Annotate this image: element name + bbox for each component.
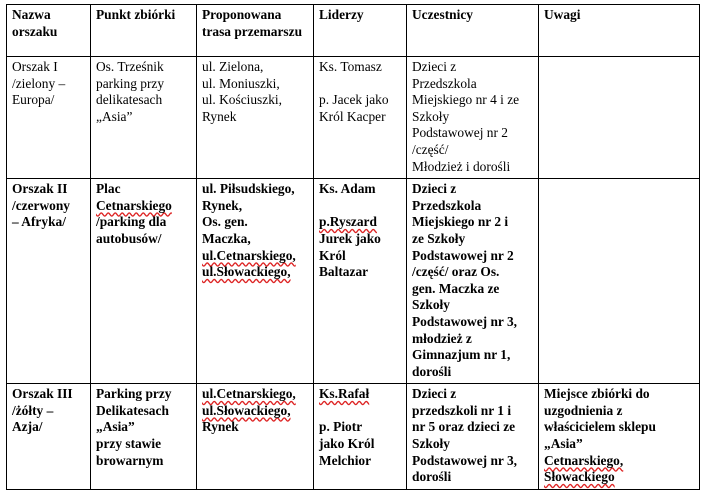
cell-line: Podstawowej nr 3, (412, 313, 518, 329)
cell-line: Rynek, (202, 197, 243, 213)
cell-participants (407, 384, 539, 490)
cell-line: Rynek (202, 419, 239, 435)
cell-leaders (314, 179, 407, 384)
cell-line: Król Kacper (319, 108, 386, 124)
cell-line: browarnym (96, 452, 164, 468)
cell-line: jako Król (319, 436, 375, 452)
cell-point (91, 57, 197, 179)
cell-line: Podstawowej nr 2 (412, 247, 514, 263)
cell-line: Delikatesach (96, 402, 169, 418)
cell-line: Dzieci z (412, 386, 457, 402)
cell-line: /zielony – (12, 75, 66, 91)
cell-line: Orszak III (12, 386, 73, 402)
cell-line: Melchior (319, 452, 372, 468)
header-name: Nazwa orszaku (7, 5, 91, 57)
cell-line: Os. gen. (202, 214, 248, 230)
cell-line: Rynek (202, 108, 237, 124)
cell-line: p.Ryszard (319, 214, 377, 230)
cell-line: ul. Kościuszki, (202, 92, 282, 108)
cell-line: „Asia” (544, 436, 583, 452)
cell-line: Orszak II (12, 181, 68, 197)
table-header-row (7, 5, 700, 57)
cell-line: Parking przy (96, 386, 172, 402)
cell-route (197, 57, 314, 179)
procession-table (6, 4, 700, 490)
cell-line: nr 5 oraz dzieci ze (412, 419, 516, 435)
cell-route (197, 179, 314, 384)
cell-participants (407, 179, 539, 384)
cell-line: Szkoły (412, 297, 450, 313)
cell-line: Cetnarskiego (96, 197, 172, 213)
cell-name (7, 57, 91, 179)
cell-name (7, 179, 91, 384)
header-leaders: Liderzy (314, 5, 407, 57)
cell-notes (539, 57, 700, 179)
cell-line: /parking dla (96, 214, 167, 230)
cell-point (91, 384, 197, 490)
cell-line: ul. Moniuszki, (202, 75, 280, 91)
cell-line: „Asia” (96, 108, 133, 124)
header-notes: Uwagi (539, 5, 700, 57)
cell-line: ul. Piłsudskiego, (202, 181, 295, 197)
cell-leaders (314, 57, 407, 179)
cell-line: gen. Maczka ze (412, 280, 500, 296)
cell-line: Miejskiego nr 2 i (412, 214, 509, 230)
cell-line: Ks. Adam (319, 181, 376, 197)
cell-route (197, 384, 314, 490)
cell-line: ul.Cetnarskiego, (202, 386, 296, 402)
cell-line: dorośli (412, 469, 452, 485)
cell-point (91, 179, 197, 384)
cell-line: „Asia” (96, 419, 135, 435)
cell-line: ul.Słowackiego, (202, 264, 291, 280)
cell-line: delikatesach (96, 92, 163, 108)
header-participants: Uczestnicy (407, 5, 539, 57)
cell-line: przedszkoli nr 1 i (412, 402, 512, 418)
cell-line: Przedszkola (412, 75, 477, 91)
cell-line: /żółty – (12, 402, 54, 418)
cell-line: Miejskiego nr 4 i ze (412, 92, 520, 108)
cell-line: ze Szkoły (412, 230, 466, 246)
header-route: Proponowana trasa przemarszu (197, 5, 314, 57)
cell-line: Szkoły (412, 108, 450, 124)
cell-line: Podstawowej nr 2 (412, 125, 508, 141)
cell-line: ul.Słowackiego, (202, 402, 291, 418)
cell-line: Szkoły (412, 436, 450, 452)
cell-notes (539, 179, 700, 384)
cell-line: Ks. Tomasz (319, 59, 382, 74)
table-row (7, 179, 700, 384)
line-gap (319, 76, 401, 93)
cell-line: Podstawowej nr 3, (412, 452, 518, 468)
cell-line: Miejsce zbiórki do (544, 386, 650, 402)
cell-line: p. Piotr (319, 419, 363, 435)
cell-line: – Afryka/ (12, 214, 66, 230)
cell-line: Młodzież i dorośli (412, 158, 511, 174)
cell-line: przy stawie (96, 436, 162, 452)
cell-line: /część/ oraz Os. (412, 264, 500, 280)
table-row (7, 57, 700, 179)
cell-line: ul. Zielona, (202, 59, 264, 74)
cell-line: Azja/ (12, 419, 43, 435)
cell-line: Gimnazjum nr 1, (412, 347, 511, 363)
cell-line: Dzieci z (412, 59, 457, 74)
cell-line: /część/ (412, 141, 449, 157)
cell-line: Przedszkola (412, 197, 482, 213)
cell-line: Cetnarskiego, (544, 452, 624, 468)
cell-line: Baltazar (319, 264, 369, 280)
cell-name (7, 384, 91, 490)
cell-line: Ks.Rafał (319, 386, 370, 402)
cell-line: Słowackiego (544, 469, 615, 485)
document-page (6, 4, 700, 490)
cell-line: Dzieci z (412, 181, 457, 197)
cell-line: p. Jacek jako (319, 92, 389, 108)
cell-line: parking przy (96, 75, 165, 91)
cell-notes (539, 384, 700, 490)
cell-line: /czerwony (12, 197, 71, 213)
cell-leaders (314, 384, 407, 490)
cell-line: ul.Cetnarskiego, (202, 247, 296, 263)
header-point: Punkt zbiórki (91, 5, 197, 57)
cell-line: Os. Trześnik (96, 59, 164, 74)
cell-line: Plac (96, 181, 121, 197)
cell-participants (407, 57, 539, 179)
cell-line: właścicielem sklepu (544, 419, 656, 435)
line-gap (319, 198, 401, 215)
cell-line: Król (319, 247, 346, 263)
cell-line: uzgodnienia z (544, 402, 623, 418)
cell-line: Europa/ (12, 92, 55, 108)
table-row (7, 384, 700, 490)
cell-line: dorośli (412, 363, 452, 379)
cell-line: Maczka, (202, 230, 251, 246)
line-gap (319, 403, 401, 420)
cell-line: Jurek jako (319, 230, 381, 246)
cell-line: Orszak I (12, 59, 58, 74)
cell-line: młodzież z (412, 330, 472, 346)
cell-line: autobusów/ (96, 230, 162, 246)
